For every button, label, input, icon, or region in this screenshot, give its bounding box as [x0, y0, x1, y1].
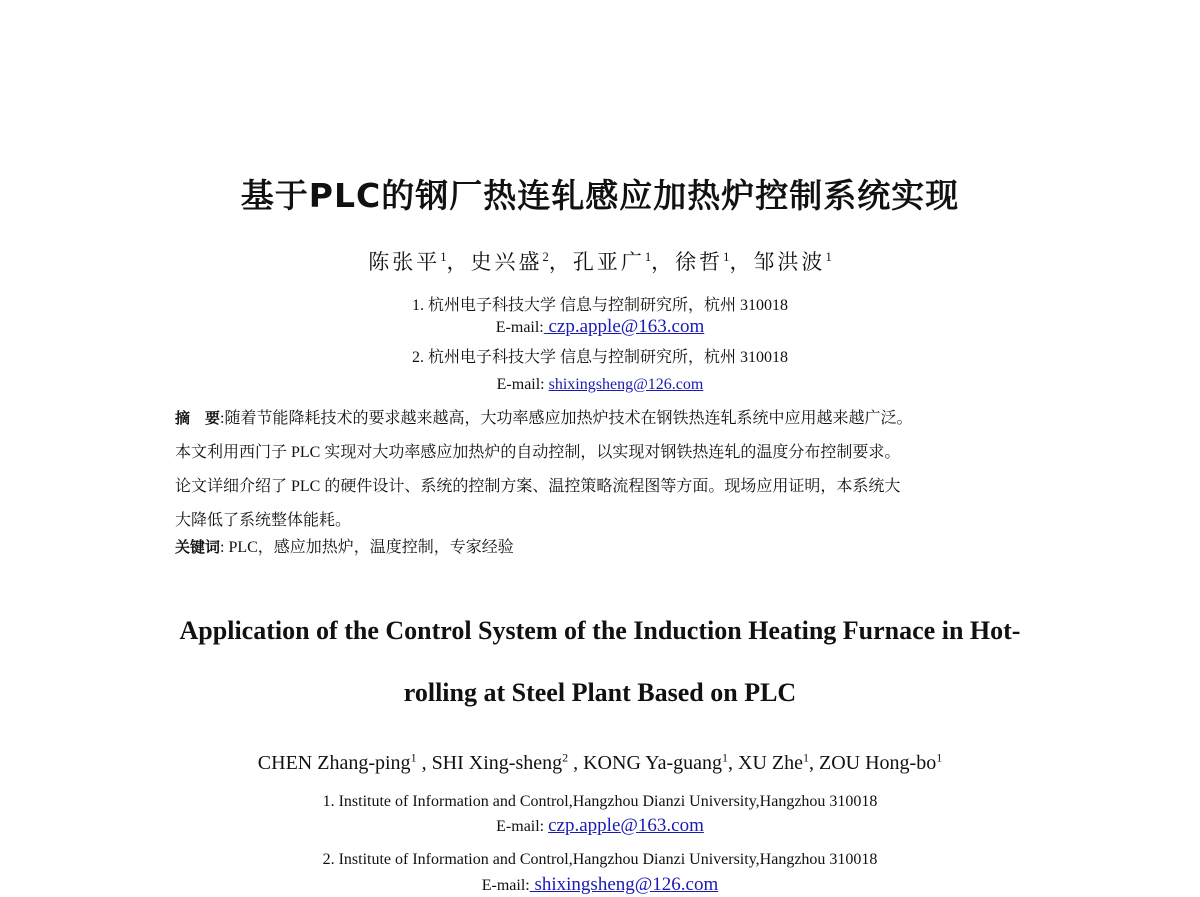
author-affiliation-mark: 1 [723, 250, 730, 264]
email-link[interactable]: shixingsheng@126.com [529, 874, 719, 895]
chinese-keywords [175, 534, 514, 557]
author-name: CHEN Zhang-ping [257, 752, 411, 774]
english-title-line-2: rolling at Steel Plant Based on PLC [403, 678, 797, 707]
author-affiliation-mark: 1 [440, 250, 447, 264]
english-title-line-1: Application of the Control System of the Induction Heating Furnace in Hot- [179, 616, 1021, 645]
abstract-text: :随着节能降耗技术的要求越来越高，大功率感应加热炉技术在钢铁热连轧系统中应用越来越广泛。 [220, 410, 913, 427]
english-email-line-1 [0, 815, 1200, 837]
author-separator: ， [446, 250, 471, 274]
abstract-line: 论文详细介绍了 PLC 的硬件设计、系统的控制方案、温控策略流程图等方面。现场应用证明，本系统大 [175, 478, 901, 495]
chinese-author-list [0, 246, 1200, 276]
chinese-abstract [175, 401, 1035, 538]
email-link[interactable]: shixingsheng@126.com [548, 376, 704, 393]
abstract-line: 大降低了系统整体能耗。 [175, 512, 352, 529]
keywords-label: 关键词 [175, 538, 221, 556]
author-name: ZOU Hong-bo [818, 752, 937, 774]
email-link[interactable]: czp.apple@163.com [548, 815, 704, 836]
author-affiliation-mark: 2 [562, 750, 569, 765]
chinese-affiliation-1: 1. 杭州电子科技大学 信息与控制研究所，杭州 310018 [411, 297, 788, 314]
english-email-line-2 [0, 874, 1200, 896]
keywords-text: : PLC，感应加热炉，温度控制，专家经验 [220, 539, 514, 556]
author-name: KONG Ya-guang [583, 752, 722, 774]
chinese-title: 基于PLC的钢厂热连轧感应加热炉控制系统实现 [240, 176, 960, 215]
email-label: E-mail: [496, 376, 549, 393]
author-affiliation-mark: 1 [936, 750, 943, 765]
author-name: 史兴盛 [470, 250, 543, 274]
email-label: E-mail: [481, 877, 530, 894]
email-label: E-mail: [496, 818, 549, 835]
english-author-list [0, 752, 1200, 775]
abstract-line [175, 401, 1035, 436]
author-affiliation-mark: 1 [410, 750, 417, 765]
chinese-email-line-2 [0, 376, 1200, 394]
email-label: E-mail: [495, 319, 544, 336]
author-name: 邹洪波 [753, 250, 826, 274]
email-link[interactable]: czp.apple@163.com [543, 316, 705, 337]
author-name: 陈张平 [368, 250, 441, 274]
chinese-email-line-1 [0, 316, 1200, 338]
chinese-affiliation-2: 2. 杭州电子科技大学 信息与控制研究所，杭州 310018 [411, 349, 788, 366]
abstract-label: 摘 要 [175, 409, 221, 427]
author-name: XU Zhe [738, 752, 803, 774]
author-separator: , [568, 752, 584, 774]
author-separator: ， [548, 250, 573, 274]
abstract-line: 本文利用西门子 PLC 实现对大功率感应加热炉的自动控制，以实现对钢铁热连轧的温度分布控制要求。 [175, 444, 901, 461]
author-separator: , [416, 752, 432, 774]
author-affiliation-mark: 1 [802, 750, 809, 765]
author-separator: , [808, 752, 819, 774]
author-affiliation-mark: 1 [644, 250, 652, 264]
author-separator: , [728, 752, 738, 774]
author-affiliation-mark: 2 [542, 250, 549, 264]
author-affiliation-mark: 1 [722, 750, 728, 765]
author-name: SHI Xing-sheng [431, 752, 563, 774]
author-separator: ， [729, 250, 754, 274]
author-separator: ， [651, 250, 676, 274]
english-affiliation-1: 1. Institute of Information and Control,Hangzhou Dianzi University,Hangzhou 310018 [322, 793, 878, 810]
author-affiliation-mark: 1 [825, 250, 832, 264]
author-name: 徐哲 [675, 250, 724, 274]
english-affiliation-2: 2. Institute of Information and Control,Hangzhou Dianzi University,Hangzhou 310018 [322, 851, 878, 868]
author-name: 孔亚广 [572, 250, 645, 274]
